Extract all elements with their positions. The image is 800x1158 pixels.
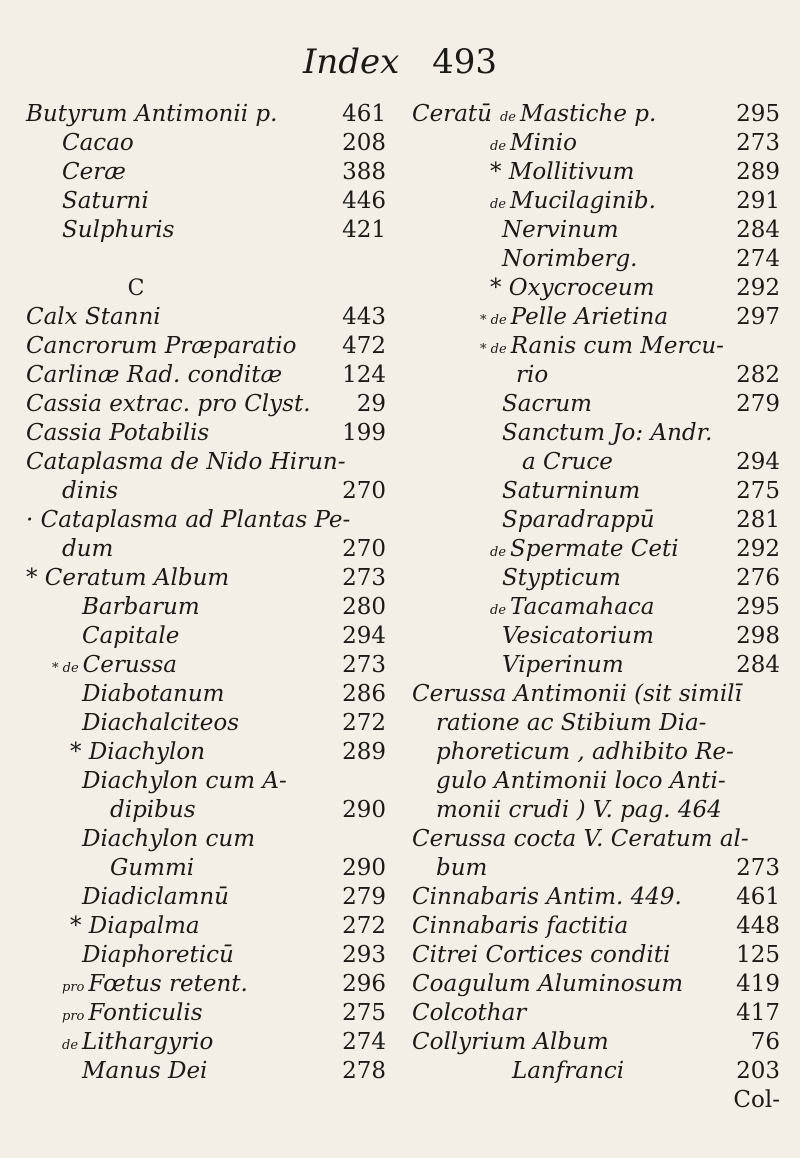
entry-term: Capitale <box>82 623 180 649</box>
page-header <box>0 42 800 82</box>
index-entry <box>412 535 780 564</box>
page-reference: Col- <box>733 1087 780 1113</box>
page-reference: 273 <box>342 565 386 591</box>
entry-term: Pelle Arietina <box>510 304 669 330</box>
entry-prefix: pro <box>62 1009 85 1024</box>
index-entry <box>412 970 780 999</box>
index-entry <box>412 1028 780 1057</box>
index-entry <box>26 216 386 245</box>
index-entry <box>26 448 386 477</box>
index-entry <box>412 245 780 274</box>
index-entry <box>26 245 386 274</box>
entry-term: * Diachylon <box>70 739 206 765</box>
page-reference: 276 <box>736 565 780 591</box>
entry-term: Sanctum Jo: Andr. <box>502 420 713 446</box>
page-reference: 446 <box>342 188 386 214</box>
entry-term: Diadiclamnū <box>82 884 229 910</box>
index-entry <box>412 158 780 187</box>
entry-term: dipibus <box>110 797 196 823</box>
page-reference: 273 <box>736 130 780 156</box>
page-reference: 275 <box>736 478 780 504</box>
page-reference: 293 <box>342 942 386 968</box>
page-reference: 294 <box>342 623 386 649</box>
entry-term: Diabotanum <box>82 681 225 707</box>
index-entry <box>412 680 780 709</box>
index-entry <box>412 912 780 941</box>
index-entry <box>412 999 780 1028</box>
index-entry <box>412 796 780 825</box>
index-entry <box>26 593 386 622</box>
entry-term: Diachalciteos <box>82 710 240 736</box>
index-entry <box>412 854 780 883</box>
page-reference: 282 <box>736 362 780 388</box>
index-entry <box>412 274 780 303</box>
entry-term: Lanfranci <box>512 1058 625 1084</box>
index-entry <box>412 564 780 593</box>
entry-term: Cataplasma de Nido Hirun- <box>26 449 346 475</box>
page-reference: 272 <box>342 710 386 736</box>
entry-term: monii crudi ) V. pag. 464 <box>436 797 722 823</box>
page-reference: 290 <box>342 797 386 823</box>
entry-term: dum <box>62 536 114 562</box>
entry-term: Carlinæ Rad. conditæ <box>26 362 283 388</box>
index-entry <box>412 506 780 535</box>
page-reference: 461 <box>736 884 780 910</box>
entry-term: · Cataplasma ad Plantas Pe- <box>26 507 351 533</box>
page-reference: 289 <box>342 739 386 765</box>
index-entry <box>26 303 386 332</box>
index-entry <box>26 564 386 593</box>
entry-term: Mastiche p. <box>520 101 657 127</box>
index-entry <box>412 709 780 738</box>
page-reference: 297 <box>736 304 780 330</box>
index-entry <box>26 941 386 970</box>
page-reference: 279 <box>342 884 386 910</box>
page-reference: 421 <box>342 217 386 243</box>
index-entry <box>26 129 386 158</box>
index-entry <box>412 100 780 129</box>
entry-term: Saturni <box>62 188 149 214</box>
page-reference: 29 <box>356 391 386 417</box>
page-reference: 270 <box>342 478 386 504</box>
index-entry <box>26 1028 386 1057</box>
index-entry <box>412 883 780 912</box>
entry-term: Viperinum <box>502 652 624 678</box>
page-reference: 125 <box>736 942 780 968</box>
index-entry <box>26 738 386 767</box>
page-reference: 286 <box>342 681 386 707</box>
entry-term: Coagulum Aluminosum <box>412 971 684 997</box>
index-column-left <box>26 100 386 1086</box>
index-entry <box>26 158 386 187</box>
page-reference: 292 <box>736 275 780 301</box>
page-reference: 461 <box>342 101 386 127</box>
page-reference: 199 <box>342 420 386 446</box>
page-reference: 281 <box>736 507 780 533</box>
index-entry <box>26 767 386 796</box>
index-entry <box>412 825 780 854</box>
page-reference: 294 <box>736 449 780 475</box>
index-entry <box>26 883 386 912</box>
page-reference: 274 <box>342 1029 386 1055</box>
index-entry <box>26 477 386 506</box>
index-entry <box>412 187 780 216</box>
entry-term: Vesicatorium <box>502 623 654 649</box>
entry-term: Cerussa <box>82 652 177 678</box>
index-entry <box>412 1057 780 1086</box>
section-letter: C <box>127 276 145 301</box>
entry-term: a Cruce <box>522 449 613 475</box>
index-entry <box>26 100 386 129</box>
entry-term: Mucilaginib. <box>510 188 656 214</box>
entry-term: * Diapalma <box>70 913 200 939</box>
entry-term: * Oxycroceum <box>490 275 655 301</box>
entry-prefix: de <box>499 110 516 125</box>
page-reference: 296 <box>342 971 386 997</box>
entry-term: Fonticulis <box>88 1000 203 1026</box>
entry-term: Norimberg. <box>502 246 638 272</box>
entry-prefix: * de <box>480 313 507 328</box>
entry-term: Cerussa Antimonii (sit similī <box>412 681 742 707</box>
index-entry <box>412 767 780 796</box>
index-entry <box>26 680 386 709</box>
index-entry <box>412 390 780 419</box>
index-entry <box>26 796 386 825</box>
page-reference: 472 <box>342 333 386 359</box>
page-reference: 280 <box>342 594 386 620</box>
index-entry <box>412 419 780 448</box>
index-entry <box>26 1057 386 1086</box>
entry-term: Ranis cum Mercu- <box>510 333 724 359</box>
index-entry <box>412 332 780 361</box>
index-entry <box>412 738 780 767</box>
page-reference: 278 <box>342 1058 386 1084</box>
entry-term: Gummi <box>110 855 195 881</box>
page-reference: 419 <box>736 971 780 997</box>
entry-prefix: * de <box>480 342 507 357</box>
entry-term: Citrei Cortices conditi <box>412 942 671 968</box>
index-entry <box>26 535 386 564</box>
page-number: 493 <box>432 42 498 82</box>
entry-term: Cancrorum Præparatio <box>26 333 297 359</box>
index-entry <box>26 709 386 738</box>
entry-term: Manus Dei <box>82 1058 208 1084</box>
entry-term: Spermate Ceti <box>510 536 679 562</box>
page-reference: 270 <box>342 536 386 562</box>
page-reference: 290 <box>342 855 386 881</box>
entry-term: Cassia extrac. pro Clyst. <box>26 391 311 417</box>
entry-prefix: de <box>62 1038 79 1053</box>
entry-term: Fœtus retent. <box>88 971 248 997</box>
entry-term: rio <box>516 362 549 388</box>
index-entry <box>26 390 386 419</box>
entry-term: Stypticum <box>502 565 621 591</box>
index-entry <box>412 129 780 158</box>
page-reference: 284 <box>736 217 780 243</box>
index-column-right <box>412 100 780 1115</box>
page-reference: 124 <box>342 362 386 388</box>
page-reference: 273 <box>736 855 780 881</box>
index-entry <box>26 651 386 680</box>
index-entry <box>412 593 780 622</box>
index-entry <box>26 361 386 390</box>
index-entry <box>26 970 386 999</box>
index-entry <box>26 912 386 941</box>
entry-prefix: de <box>490 603 507 618</box>
index-entry <box>26 854 386 883</box>
entry-term: Saturninum <box>502 478 641 504</box>
entry-prefix: de <box>490 139 507 154</box>
entry-term: Sulphuris <box>62 217 175 243</box>
index-entry <box>26 332 386 361</box>
entry-prefix: de <box>490 197 507 212</box>
page-reference: 208 <box>342 130 386 156</box>
entry-term: Cacao <box>62 130 134 156</box>
entry-term: Nervinum <box>502 217 619 243</box>
entry-term: Collyrium Album <box>412 1029 609 1055</box>
entry-term: phoreticum , adhibito Re- <box>436 739 734 765</box>
entry-term: Sparadrappū <box>502 507 655 533</box>
entry-term: dinis <box>62 478 119 504</box>
index-entry <box>26 622 386 651</box>
entry-term: Minio <box>510 130 577 156</box>
page-reference: 284 <box>736 652 780 678</box>
page-reference: 295 <box>736 594 780 620</box>
page-reference: 275 <box>342 1000 386 1026</box>
page-reference: 298 <box>736 623 780 649</box>
page-reference: 291 <box>736 188 780 214</box>
index-entry <box>412 651 780 680</box>
page-reference: 295 <box>736 101 780 127</box>
entry-term: Diaphoreticū <box>82 942 234 968</box>
page-reference: 388 <box>342 159 386 185</box>
index-entry <box>26 187 386 216</box>
entry-term: Cerussa cocta V. Ceratum al- <box>412 826 749 852</box>
entry-term: * Ceratum Album <box>26 565 230 591</box>
entry-term: Colcothar <box>412 1000 527 1026</box>
index-entry <box>26 999 386 1028</box>
page-reference: 289 <box>736 159 780 185</box>
page-reference: 279 <box>736 391 780 417</box>
index-entry <box>26 825 386 854</box>
index-entry <box>412 303 780 332</box>
index-entry <box>412 1086 780 1115</box>
entry-term: Ceratū <box>412 101 492 127</box>
entry-term: Calx Stanni <box>26 304 161 330</box>
page-reference: 448 <box>736 913 780 939</box>
page-reference: 417 <box>736 1000 780 1026</box>
entry-term: Ceræ <box>62 159 126 185</box>
entry-term: Butyrum Antimonii p. <box>26 101 278 127</box>
entry-term: * Mollitivum <box>490 159 635 185</box>
page-reference: 272 <box>342 913 386 939</box>
entry-prefix: pro <box>62 980 85 995</box>
entry-term: Sacrum <box>502 391 592 417</box>
entry-prefix: * de <box>52 661 79 676</box>
index-entry <box>412 361 780 390</box>
entry-term: Cinnabaris Antim. 449. <box>412 884 682 910</box>
running-title: Index <box>302 42 400 82</box>
entry-prefix: de <box>490 545 507 560</box>
page-reference: 292 <box>736 536 780 562</box>
page-reference: 203 <box>736 1058 780 1084</box>
entry-term: Cinnabaris factitia <box>412 913 629 939</box>
entry-term: ratione ac Stibium Dia- <box>436 710 707 736</box>
page-reference: 443 <box>342 304 386 330</box>
index-entry <box>412 941 780 970</box>
page-reference: 274 <box>736 246 780 272</box>
index-entry <box>26 419 386 448</box>
entry-term: Cassia Potabilis <box>26 420 210 446</box>
index-entry <box>412 448 780 477</box>
entry-term: bum <box>436 855 488 881</box>
index-entry <box>412 622 780 651</box>
entry-term: Tacamahaca <box>510 594 655 620</box>
index-entry <box>26 506 386 535</box>
entry-term: Diachylon cum <box>82 826 256 852</box>
entry-term: Lithargyrio <box>82 1029 214 1055</box>
index-entry <box>412 477 780 506</box>
entry-term: Diachylon cum A- <box>82 768 287 794</box>
page-reference: 273 <box>342 652 386 678</box>
entry-term: Barbarum <box>82 594 200 620</box>
index-entry <box>412 216 780 245</box>
page-reference: 76 <box>750 1029 780 1055</box>
entry-term: gulo Antimonii loco Anti- <box>436 768 726 794</box>
